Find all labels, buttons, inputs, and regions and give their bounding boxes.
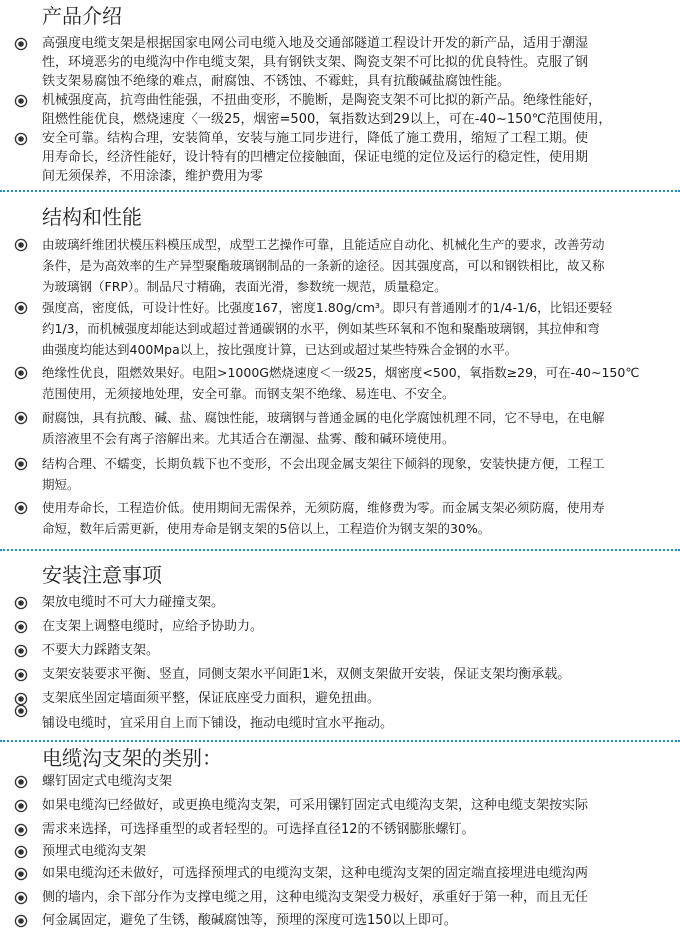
text-line: 质溶液里不会有离子溶解出来。尤其适合在潮湿、盐雾、酸和碱环境使用。: [42, 431, 455, 446]
text-line: 不要大力踩踏支架。: [42, 643, 160, 658]
bullet-icon: [14, 366, 28, 380]
bullet-icon: [14, 823, 28, 837]
text-line: 性，环境恶劣的电缆沟中作电缆支架，具有钢铁支架、陶瓷支架不可比拟的优良特性。克服了钢: [42, 55, 589, 70]
text-line: 如果电缆沟已经做好，或更换电缆沟支架，可采用镙钉固定式电缆沟支架，这种电缆支架按实际: [42, 798, 589, 813]
bullet-icon: [14, 914, 28, 928]
text-line: 耐腐蚀，具有抗酸、碱、盐、腐蚀性能，玻璃钢与普通金属的电化学腐蚀机理不同，它不导电，在电解: [42, 410, 605, 425]
text-line: 预埋式电缆沟支架: [42, 844, 147, 859]
text-line: 用寿命长，经济性能好，设计特有的凹槽定位接触面，保证电缆的定位及运行的稳定性，使用期: [42, 150, 589, 165]
bullet-icon: [14, 238, 28, 252]
bullet-icon: [14, 132, 28, 146]
text-line: 期短。: [42, 477, 80, 492]
bullet-icon: [14, 775, 28, 789]
section-title: 电缆沟支架的类别：: [42, 746, 222, 770]
text-line: 螺钉固定式电缆沟支架: [42, 774, 173, 789]
section-divider: [0, 549, 680, 551]
bullet-icon: [14, 501, 28, 515]
section-divider: [0, 190, 680, 192]
text-line: 在支架上调整电缆时，应给予协助力。: [42, 619, 264, 634]
text-line: 安全可靠。结构合理，安装简单，安装与施工同步进行，降低了施工费用，缩短了工程工期。使: [42, 131, 589, 146]
text-line: 机械强度高，抗弯曲性能强，不扭曲变形，不脆断，是陶瓷支架不可比拟的新产品。绝缘性能好，: [42, 93, 602, 108]
text-line: 侧的墙内，余下部分作为支撑电缆之用，这种电缆沟支架受力极好，承重好于第一种，而且无任: [42, 890, 589, 905]
bullet-icon: [14, 301, 28, 315]
bullet-icon: [14, 596, 28, 610]
text-line: 间无须保养，不用涂漆，维护费用为零: [42, 169, 264, 184]
section-title: 安装注意事项: [42, 563, 162, 587]
text-line: 结构合理、不蠕变，长期负载下也不变形，不会出现金属支架往下倾斜的现象，安装快捷方便，工程工: [42, 456, 605, 471]
text-line: 约1/3，而机械强度却能达到或超过普通碳钢的水平，例如某些环氧和不饱和聚酯玻璃钢，其拉伸和弯: [42, 321, 600, 336]
text-line: 如果电缆沟还未做好，可选择预埋式的电缆沟支架，这种电缆沟支架的固定端直接埋进电缆沟两: [42, 866, 589, 881]
text-line: 需求来选择，可选择重型的或者轻型的。可选择直径12的不锈钢膨胀螺钉。: [42, 822, 475, 837]
text-line: 高强度电缆支架是根据国家电网公司电缆入地及交通部隧道工程设计开发的新产品，适用于潮湿: [42, 36, 589, 51]
bullet-icon: [14, 704, 28, 718]
text-line: 铁支架易腐蚀不绝缘的难点，耐腐蚀、不锈蚀、不霉蛀，具有抗酸碱盐腐蚀性能。: [42, 74, 511, 89]
bullet-icon: [14, 37, 28, 51]
bullet-icon: [14, 891, 28, 905]
text-line: 支架底坐固定墙面须平整，保证底座受力面积，避免扭曲。: [42, 691, 381, 706]
section-title: 产品介绍: [42, 4, 122, 28]
text-line: 架放电缆时不可大力碰撞支架。: [42, 595, 225, 610]
text-line: 绝缘性优良，阻燃效果好。电阻>1000G燃烧速度＜一级25，烟密度<500，氧指数≥29，可在-40~150℃: [42, 365, 640, 380]
bullet-icon: [14, 457, 28, 471]
bullet-icon: [14, 411, 28, 425]
text-line: 范围使用，无须接地处理，安全可靠。而钢支架不绝缘、易连电、不安全。: [42, 386, 455, 401]
bullet-icon: [14, 620, 28, 634]
text-line: 曲强度均能达到400Mpa以上，按比强度计算，已达到或超过某些特殊合金钢的水平。: [42, 342, 518, 357]
bullet-icon: [14, 867, 28, 881]
text-line: 由玻璃纤维团状模压料模压成型，成型工艺操作可靠，且能适应自动化、机械化生产的要求，改善劳动: [42, 237, 605, 252]
text-line: 条件，是为高效率的生产异型聚酯玻璃钢制品的一条新的途径。因其强度高，可以和钢铁相比，故又称: [42, 258, 605, 273]
text-line: 强度高，密度低，可设计性好。比强度167，密度1.80g/cm³。即只有普通刚才的1/4-1/6，比铝还要轻: [42, 300, 613, 315]
text-line: 阻燃性能优良，燃烧速度〈一级25，烟密=500，氧指数达到29以上，可在-40~150℃范围使用，: [42, 112, 612, 127]
text-line: 为玻璃钢（FRP）。制品尺寸精确，表面光滑，参数统一规范，质量稳定。: [42, 279, 447, 294]
section-divider: [0, 740, 680, 742]
text-line: 命短，数年后需更新，使用寿命是钢支架的5倍以上，工程造价为钢支架的30%。: [42, 521, 491, 536]
bullet-icon: [14, 845, 28, 859]
bullet-icon: [14, 668, 28, 682]
text-line: 使用寿命长，工程造价低。使用期间无需保养，无须防腐，维修费为零。而金属支架必须防腐，使用寿: [42, 500, 605, 515]
section-title: 结构和性能: [42, 205, 142, 229]
bullet-icon: [14, 799, 28, 813]
bullet-icon: [14, 94, 28, 108]
text-line: 支架安装要求平衡、竖直，同侧支架水平间距1米，双侧支架做开安装，保证支架均衡承载。: [42, 667, 571, 682]
text-line: 铺设电缆时，宜采用自上而下铺设，拖动电缆时宜水平拖动。: [42, 716, 394, 731]
bullet-icon: [14, 644, 28, 658]
text-line: 何金属固定，避免了生锈，酸碱腐蚀等，预埋的深度可选150以上即可。: [42, 913, 457, 928]
